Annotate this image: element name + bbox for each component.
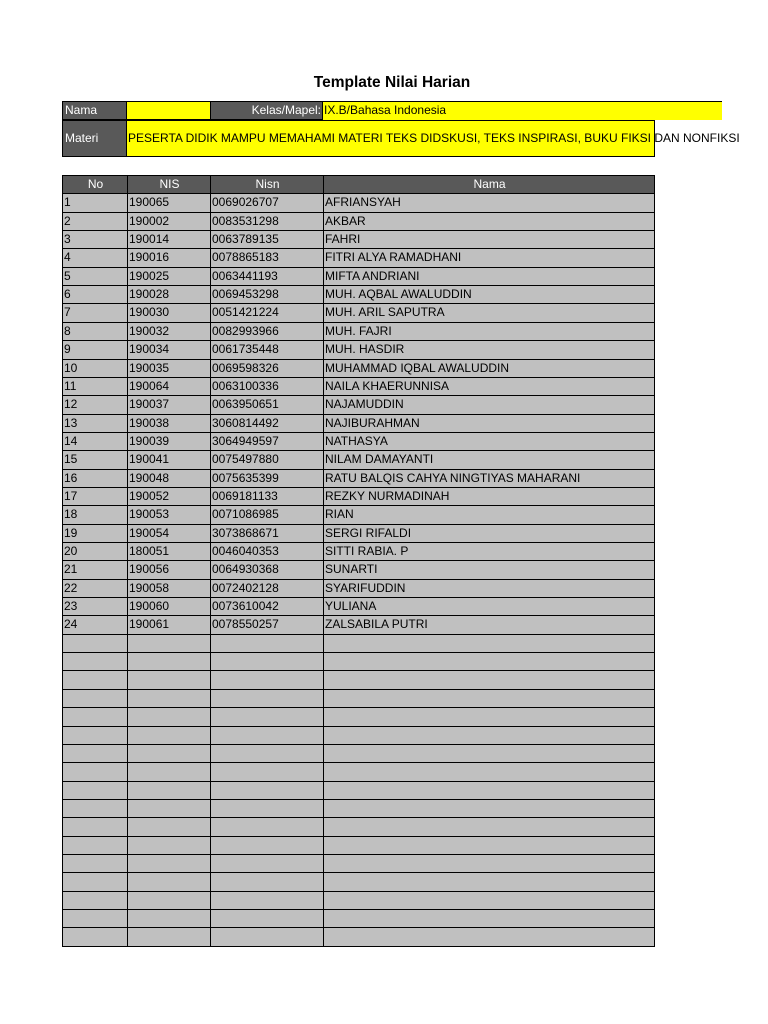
nis-cell[interactable]: [127, 836, 210, 854]
no-cell[interactable]: 1: [62, 193, 127, 211]
nis-cell[interactable]: 190053: [127, 505, 210, 523]
no-cell[interactable]: 16: [62, 469, 127, 487]
nisn-cell[interactable]: [210, 781, 323, 799]
nis-cell[interactable]: [127, 872, 210, 890]
nis-cell[interactable]: 190061: [127, 615, 210, 633]
no-cell[interactable]: [62, 762, 127, 780]
nisn-cell[interactable]: 0069598326: [210, 359, 323, 377]
table-row: [62, 836, 655, 854]
nisn-cell[interactable]: 0063441193: [210, 267, 323, 285]
nisn-cell[interactable]: [210, 670, 323, 688]
nama-cell[interactable]: REZKY NURMADINAH: [323, 487, 655, 505]
nis-cell[interactable]: 190025: [127, 267, 210, 285]
nama-cell[interactable]: SITTI RABIA. P: [323, 542, 655, 560]
nis-cell[interactable]: [127, 634, 210, 652]
nama-cell[interactable]: RIAN: [323, 505, 655, 523]
no-cell[interactable]: [62, 891, 127, 909]
nisn-cell[interactable]: 0073610042: [210, 597, 323, 615]
table-row: [62, 303, 655, 321]
nama-cell[interactable]: SUNARTI: [323, 560, 655, 578]
nama-cell[interactable]: MUH. HASDIR: [323, 340, 655, 358]
no-cell[interactable]: [62, 799, 127, 817]
table-row: [62, 872, 655, 890]
no-cell[interactable]: [62, 726, 127, 744]
nisn-cell[interactable]: [210, 799, 323, 817]
no-cell[interactable]: 24: [62, 615, 127, 633]
table-row: [62, 615, 655, 633]
nama-cell[interactable]: YULIANA: [323, 597, 655, 615]
nama-cell[interactable]: [323, 689, 655, 707]
nisn-cell[interactable]: [210, 652, 323, 670]
kelas-label: Kelas/Mapel:: [210, 101, 323, 120]
table-row: [62, 579, 655, 597]
table-row: [62, 432, 655, 450]
table-row: [62, 799, 655, 817]
table-row: [62, 762, 655, 780]
table-row: [62, 285, 655, 303]
table-row: [62, 689, 655, 707]
nis-cell[interactable]: 190035: [127, 359, 210, 377]
no-cell[interactable]: [62, 744, 127, 762]
no-cell[interactable]: 14: [62, 432, 127, 450]
nisn-cell[interactable]: 0069181133: [210, 487, 323, 505]
nisn-cell[interactable]: 3064949597: [210, 432, 323, 450]
table-row: [62, 193, 655, 211]
nisn-cell[interactable]: 0063950651: [210, 395, 323, 413]
nisn-cell[interactable]: [210, 744, 323, 762]
no-cell[interactable]: 12: [62, 395, 127, 413]
nama-cell[interactable]: AFRIANSYAH: [323, 193, 655, 211]
table-row: [62, 487, 655, 505]
materi-label: Materi: [62, 120, 127, 157]
nisn-cell[interactable]: [210, 707, 323, 725]
nama-cell[interactable]: [323, 707, 655, 725]
nis-cell[interactable]: 180051: [127, 542, 210, 560]
nama-cell[interactable]: FAHRI: [323, 230, 655, 248]
table-row: [62, 670, 655, 688]
table-row: [62, 267, 655, 285]
nisn-cell[interactable]: 0083531298: [210, 212, 323, 230]
table-row: [62, 505, 655, 523]
nisn-cell[interactable]: [210, 836, 323, 854]
table-row: [62, 524, 655, 542]
no-cell[interactable]: 5: [62, 267, 127, 285]
table-row: [62, 726, 655, 744]
nis-cell[interactable]: 190039: [127, 432, 210, 450]
nisn-cell[interactable]: 0078550257: [210, 615, 323, 633]
nis-cell[interactable]: [127, 726, 210, 744]
nama-cell[interactable]: NAJIBURAHMAN: [323, 414, 655, 432]
nis-cell[interactable]: 190028: [127, 285, 210, 303]
nisn-cell[interactable]: [210, 634, 323, 652]
nisn-cell[interactable]: 0064930368: [210, 560, 323, 578]
nisn-cell[interactable]: [210, 909, 323, 927]
nama-cell[interactable]: [323, 854, 655, 872]
column-header-no[interactable]: No: [62, 175, 127, 193]
table-row: [62, 248, 655, 266]
table-row: [62, 854, 655, 872]
table-row: [62, 560, 655, 578]
no-cell[interactable]: [62, 670, 127, 688]
table-row: [62, 927, 655, 945]
nis-cell[interactable]: [127, 799, 210, 817]
nis-cell[interactable]: 190060: [127, 597, 210, 615]
no-cell[interactable]: [62, 652, 127, 670]
nama-cell[interactable]: [323, 744, 655, 762]
nis-cell[interactable]: [127, 707, 210, 725]
nis-cell[interactable]: [127, 891, 210, 909]
nis-cell[interactable]: 190002: [127, 212, 210, 230]
nis-cell[interactable]: 190016: [127, 248, 210, 266]
nis-cell[interactable]: 190052: [127, 487, 210, 505]
nama-cell[interactable]: [323, 891, 655, 909]
no-cell[interactable]: 4: [62, 248, 127, 266]
table-row: [62, 340, 655, 358]
table-row: [62, 469, 655, 487]
nis-cell[interactable]: 190054: [127, 524, 210, 542]
materi-value[interactable]: PESERTA DIDIK MAMPU MEMAHAMI MATERI TEKS DIDSKUSI, TEKS INSPIRASI, BUKU FIKSI DAN NONFIKSI: [127, 120, 655, 157]
nis-cell[interactable]: 190048: [127, 469, 210, 487]
table-row: [62, 377, 655, 395]
page-title: Template Nilai Harian: [313, 74, 471, 91]
column-header-nama[interactable]: Nama: [323, 175, 655, 193]
no-cell[interactable]: 6: [62, 285, 127, 303]
nama-cell[interactable]: MUH. ARIL SAPUTRA: [323, 303, 655, 321]
nama-cell[interactable]: SERGI RIFALDI: [323, 524, 655, 542]
no-cell[interactable]: 20: [62, 542, 127, 560]
nisn-cell[interactable]: 0069453298: [210, 285, 323, 303]
nama-cell[interactable]: [323, 817, 655, 835]
nis-cell[interactable]: 190056: [127, 560, 210, 578]
nama-value[interactable]: [127, 101, 210, 120]
no-cell[interactable]: 23: [62, 597, 127, 615]
nis-cell[interactable]: [127, 652, 210, 670]
nisn-cell[interactable]: 3060814492: [210, 414, 323, 432]
nama-cell[interactable]: [323, 634, 655, 652]
table-row: [62, 414, 655, 432]
nis-cell[interactable]: 190064: [127, 377, 210, 395]
nisn-cell[interactable]: 0061735448: [210, 340, 323, 358]
nis-cell[interactable]: 190014: [127, 230, 210, 248]
nisn-cell[interactable]: [210, 891, 323, 909]
nama-cell[interactable]: [323, 670, 655, 688]
table-row: [62, 652, 655, 670]
nisn-cell[interactable]: [210, 927, 323, 945]
nama-cell[interactable]: NATHASYA: [323, 432, 655, 450]
nisn-cell[interactable]: 0063100336: [210, 377, 323, 395]
nisn-cell[interactable]: [210, 689, 323, 707]
table-header: [62, 175, 655, 193]
nis-cell[interactable]: [127, 762, 210, 780]
nisn-cell[interactable]: 0071086985: [210, 505, 323, 523]
nama-cell[interactable]: NAJAMUDDIN: [323, 395, 655, 413]
column-header-nisn[interactable]: Nisn: [210, 175, 323, 193]
nis-cell[interactable]: [127, 854, 210, 872]
no-cell[interactable]: [62, 707, 127, 725]
table-row: [62, 744, 655, 762]
table-row: [62, 634, 655, 652]
nama-cell[interactable]: [323, 872, 655, 890]
nis-cell[interactable]: [127, 817, 210, 835]
nama-cell[interactable]: AKBAR: [323, 212, 655, 230]
no-cell[interactable]: 2: [62, 212, 127, 230]
no-cell[interactable]: 11: [62, 377, 127, 395]
nama-label: Nama: [62, 101, 127, 120]
nama-cell[interactable]: [323, 762, 655, 780]
table-row: [62, 597, 655, 615]
table-row: [62, 909, 655, 927]
nama-cell[interactable]: NILAM DAMAYANTI: [323, 450, 655, 468]
nisn-cell[interactable]: 0082993966: [210, 322, 323, 340]
nis-cell[interactable]: [127, 744, 210, 762]
table-row: [62, 395, 655, 413]
nisn-cell[interactable]: 0075635399: [210, 469, 323, 487]
nama-cell[interactable]: MUH. FAJRI: [323, 322, 655, 340]
no-cell[interactable]: 13: [62, 414, 127, 432]
nisn-cell[interactable]: [210, 817, 323, 835]
nisn-cell[interactable]: 0075497880: [210, 450, 323, 468]
no-cell[interactable]: 10: [62, 359, 127, 377]
nama-cell[interactable]: NAILA KHAERUNNISA: [323, 377, 655, 395]
no-cell[interactable]: 3: [62, 230, 127, 248]
nisn-cell[interactable]: [210, 762, 323, 780]
table-row: [62, 542, 655, 560]
table-row: [62, 359, 655, 377]
nisn-cell[interactable]: 0063789135: [210, 230, 323, 248]
nis-cell[interactable]: 190032: [127, 322, 210, 340]
nisn-cell[interactable]: [210, 726, 323, 744]
table-bottom-border: [62, 946, 655, 947]
nis-cell[interactable]: [127, 670, 210, 688]
nama-cell[interactable]: [323, 927, 655, 945]
no-cell[interactable]: 21: [62, 560, 127, 578]
nis-cell[interactable]: 190030: [127, 303, 210, 321]
nama-cell[interactable]: [323, 726, 655, 744]
nis-cell[interactable]: [127, 909, 210, 927]
no-cell[interactable]: [62, 854, 127, 872]
no-cell[interactable]: 17: [62, 487, 127, 505]
no-cell[interactable]: [62, 836, 127, 854]
nis-cell[interactable]: 190041: [127, 450, 210, 468]
no-cell[interactable]: [62, 689, 127, 707]
table-row: [62, 212, 655, 230]
table-row: [62, 450, 655, 468]
nisn-cell[interactable]: [210, 854, 323, 872]
nama-cell[interactable]: MUH. AQBAL AWALUDDIN: [323, 285, 655, 303]
no-cell[interactable]: 19: [62, 524, 127, 542]
no-cell[interactable]: 9: [62, 340, 127, 358]
nama-cell[interactable]: MIFTA ANDRIANI: [323, 267, 655, 285]
column-header-nis[interactable]: NIS: [127, 175, 210, 193]
table-row: [62, 230, 655, 248]
nisn-cell[interactable]: 0078865183: [210, 248, 323, 266]
table-row: [62, 322, 655, 340]
no-cell[interactable]: [62, 872, 127, 890]
table-row: [62, 707, 655, 725]
nama-cell[interactable]: SYARIFUDDIN: [323, 579, 655, 597]
no-cell[interactable]: [62, 927, 127, 945]
no-cell[interactable]: 22: [62, 579, 127, 597]
nama-cell[interactable]: ZALSABILA PUTRI: [323, 615, 655, 633]
nama-cell[interactable]: FITRI ALYA RAMADHANI: [323, 248, 655, 266]
table-row: [62, 891, 655, 909]
nisn-cell[interactable]: 0051421224: [210, 303, 323, 321]
nama-cell[interactable]: [323, 909, 655, 927]
nama-cell[interactable]: [323, 836, 655, 854]
nisn-cell[interactable]: 0069026707: [210, 193, 323, 211]
nisn-cell[interactable]: 3073868671: [210, 524, 323, 542]
nama-cell[interactable]: MUHAMMAD IQBAL AWALUDDIN: [323, 359, 655, 377]
nisn-cell[interactable]: 0046040353: [210, 542, 323, 560]
nis-cell[interactable]: 190038: [127, 414, 210, 432]
no-cell[interactable]: [62, 909, 127, 927]
no-cell[interactable]: 8: [62, 322, 127, 340]
nis-cell[interactable]: [127, 781, 210, 799]
nama-cell[interactable]: [323, 781, 655, 799]
no-cell[interactable]: [62, 817, 127, 835]
no-cell[interactable]: [62, 781, 127, 799]
no-cell[interactable]: 18: [62, 505, 127, 523]
nama-cell[interactable]: [323, 652, 655, 670]
nisn-cell[interactable]: 0072402128: [210, 579, 323, 597]
nis-cell[interactable]: [127, 927, 210, 945]
kelas-value[interactable]: IX.B/Bahasa Indonesia: [323, 101, 722, 120]
nis-cell[interactable]: 190065: [127, 193, 210, 211]
table-row: [62, 781, 655, 799]
table-row: [62, 817, 655, 835]
no-cell[interactable]: [62, 634, 127, 652]
no-cell[interactable]: 15: [62, 450, 127, 468]
nis-cell[interactable]: 190058: [127, 579, 210, 597]
nama-cell[interactable]: [323, 799, 655, 817]
nis-cell[interactable]: 190034: [127, 340, 210, 358]
nis-cell[interactable]: 190037: [127, 395, 210, 413]
nis-cell[interactable]: [127, 689, 210, 707]
nama-cell[interactable]: RATU BALQIS CAHYA NINGTIYAS MAHARANI: [323, 469, 655, 487]
no-cell[interactable]: 7: [62, 303, 127, 321]
nisn-cell[interactable]: [210, 872, 323, 890]
